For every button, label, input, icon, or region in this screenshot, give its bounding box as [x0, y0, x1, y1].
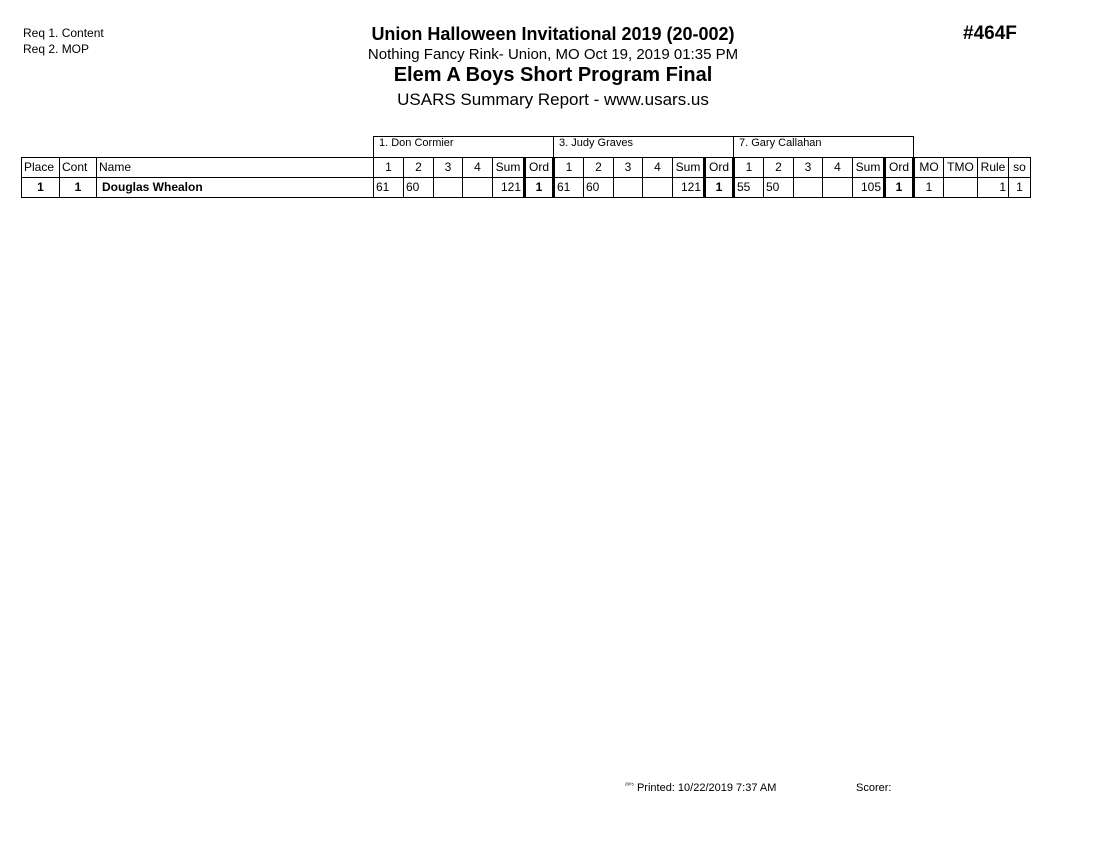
col-judge3-sum: Sum: [853, 158, 885, 178]
cont-cell: 1: [60, 178, 97, 198]
judge3-score4: [823, 178, 853, 198]
judge2-score3: [614, 178, 643, 198]
col-name: Name: [97, 158, 374, 178]
so-cell: 1: [1009, 178, 1031, 198]
requirement-2: Req 2. MOP: [23, 42, 90, 56]
judge1-score2: 60: [404, 178, 434, 198]
report-name: USARS Summary Report - www.usars.us: [397, 90, 709, 109]
scorer-label: Scorer:: [856, 782, 892, 794]
col-judge3-s1: 1: [734, 158, 764, 178]
judge-2-name: 3. Judy Graves: [554, 137, 734, 158]
place-cell: 1: [22, 178, 60, 198]
rule-cell: 1: [978, 178, 1009, 198]
col-judge1-s1: 1: [374, 158, 404, 178]
col-judge3-s4: 4: [823, 158, 853, 178]
col-judge2-s3: 3: [614, 158, 643, 178]
mo-cell: 1: [914, 178, 944, 198]
competition-title: Union Halloween Invitational 2019 (20-002): [371, 24, 735, 44]
judge1-sum: 121: [493, 178, 525, 198]
col-judge3-s2: 2: [764, 158, 794, 178]
event-name: Elem A Boys Short Program Final: [393, 64, 713, 86]
judges-header-row: [22, 137, 1031, 158]
col-so: so: [1009, 158, 1031, 178]
event-code: #464F: [963, 23, 1017, 44]
col-judge1-s4: 4: [463, 158, 493, 178]
tmo-cell: [944, 178, 978, 198]
skater-name-cell: Douglas Whealon: [97, 178, 374, 198]
judge2-ordinal: 1: [705, 178, 734, 198]
printed-footer: [625, 782, 776, 794]
judge1-ordinal: 1: [525, 178, 554, 198]
judge2-sum: 121: [673, 178, 705, 198]
judge-1-name: 1. Don Cormier: [374, 137, 554, 158]
printed-timestamp: Printed: 10/22/2019 7:37 AM: [636, 782, 777, 794]
judge1-score4: [463, 178, 493, 198]
col-judge1-sum: Sum: [493, 158, 525, 178]
col-judge2-ord: Ord: [705, 158, 734, 178]
col-judge1-s3: 3: [434, 158, 463, 178]
col-judge2-sum: Sum: [673, 158, 705, 178]
table-row: [22, 178, 1031, 198]
judge-3-name: 7. Gary Callahan: [734, 137, 914, 158]
judge3-score1: 55: [734, 178, 764, 198]
col-cont: Cont: [60, 158, 97, 178]
location-datetime: Nothing Fancy Rink- Union, MO Oct 19, 2019 01:35 PM: [367, 46, 739, 63]
judge2-score2: 60: [584, 178, 614, 198]
judge1-score1: 61: [374, 178, 404, 198]
judge3-score3: [794, 178, 823, 198]
col-judge1-s2: 2: [404, 158, 434, 178]
judge3-ordinal: 1: [885, 178, 914, 198]
column-header-row: [22, 158, 1031, 178]
judge3-score2: 50: [764, 178, 794, 198]
col-rule: Rule: [978, 158, 1009, 178]
col-judge3-s3: 3: [794, 158, 823, 178]
judge1-score3: [434, 178, 463, 198]
judge2-score4: [643, 178, 673, 198]
col-judge2-s4: 4: [643, 158, 673, 178]
col-place: Place: [22, 158, 60, 178]
col-tmo: TMO: [944, 158, 978, 178]
col-judge2-s1: 1: [554, 158, 584, 178]
col-judge3-ord: Ord: [885, 158, 914, 178]
col-mo: MO: [914, 158, 944, 178]
col-judge1-ord: Ord: [525, 158, 554, 178]
col-judge2-s2: 2: [584, 158, 614, 178]
judge3-sum: 105: [853, 178, 885, 198]
results-table: [21, 136, 1031, 198]
print-mark: ²³⁰⁵: [625, 783, 634, 789]
judge2-score1: 61: [554, 178, 584, 198]
requirements-list: [23, 25, 104, 57]
requirement-1: Req 1. Content: [23, 26, 104, 40]
